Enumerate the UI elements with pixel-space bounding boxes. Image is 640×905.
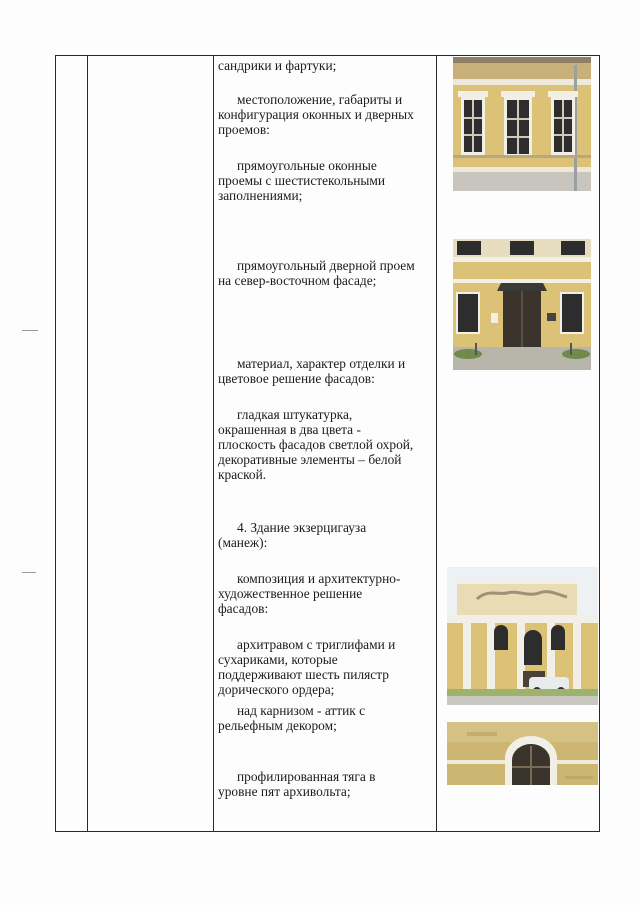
scan-margin-mark: [22, 330, 38, 331]
cell-composition: композиция и архитектурно- художественное решение фасадов:: [218, 571, 401, 616]
cell-rect-windows: прямоугольные оконные проемы с шестистекольными заполнениями;: [218, 158, 385, 203]
column-divider: [436, 56, 437, 831]
windows-facade-photo: [453, 57, 591, 191]
scan-margin-mark: [22, 572, 36, 573]
column-divider: [213, 56, 214, 831]
cell-building-title: 4. Здание экзерцигауза (манеж):: [218, 520, 367, 550]
cell-architrave: архитравом с триглифами и сухариками, которые поддерживают шесть пилястр дорического ордера;: [218, 637, 396, 697]
column-divider: [87, 56, 88, 831]
cell-sandriki: сандрики и фартуки;: [218, 58, 337, 73]
cell-location: местоположение, габариты и конфигурация оконных и дверных проемов:: [218, 92, 414, 137]
door-facade-photo: [453, 239, 591, 370]
cell-profile: профилированная тяга в уровне пят архивольта;: [218, 769, 376, 799]
cell-door: прямоугольный дверной проем на север-восточном фасаде;: [218, 258, 415, 288]
cell-material: материал, характер отделки и цветовое решение фасадов:: [218, 356, 406, 386]
cell-attic: над карнизом - аттик с рельефным декором;: [218, 703, 366, 733]
archivolt-photo: [447, 722, 598, 785]
manege-building-photo: [447, 567, 598, 705]
cell-plaster: гладкая штукатурка, окрашенная в два цвета - плоскость фасадов светлой охрой, декоративные элементы – белой краской.: [218, 407, 414, 482]
